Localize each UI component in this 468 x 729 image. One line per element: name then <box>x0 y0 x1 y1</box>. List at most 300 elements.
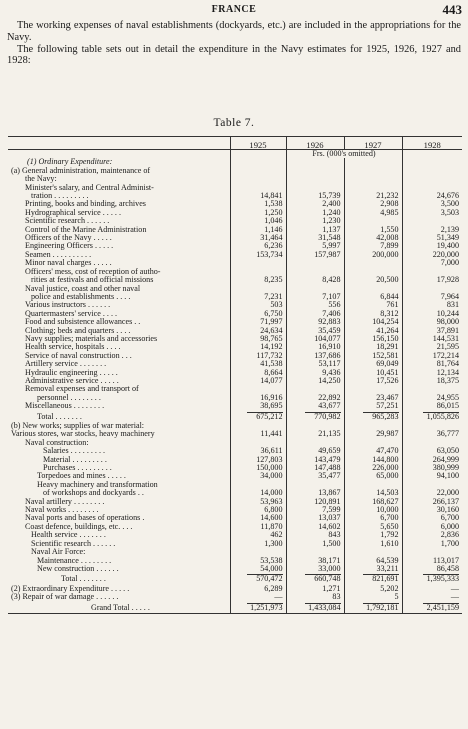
value-cell-1927 <box>344 175 402 183</box>
row-label: Clothing; beds and quarters . . . . <box>25 326 131 335</box>
cell-value: 3,503 <box>440 208 459 217</box>
cell-value: 54,000 <box>260 564 283 573</box>
cell-value: 19,400 <box>436 242 459 251</box>
value-cell-1928 <box>402 377 462 385</box>
cell-value: 104,254 <box>372 318 399 327</box>
cell-value: 104,077 <box>314 334 341 343</box>
value-cell-1928 <box>402 175 462 183</box>
cell-value: 200,000 <box>372 250 399 259</box>
value-cell-1925 <box>230 456 286 464</box>
cell-value: 153,734 <box>256 250 283 259</box>
cell-value: 113,017 <box>432 556 459 565</box>
table-row <box>8 335 462 343</box>
value-cell-1926 <box>286 318 344 326</box>
cell-value: 2,451,159 <box>423 603 459 612</box>
table-row <box>8 343 462 351</box>
row-label: Seamen . . . . . . . . . . <box>25 250 92 259</box>
row-label: Naval artillery . . . . . . . . <box>25 497 105 506</box>
table-row <box>8 422 462 430</box>
value-cell-1927 <box>344 514 402 522</box>
cell-value: 1,230 <box>322 217 341 226</box>
cell-value: 152,581 <box>372 351 399 360</box>
value-cell-1926 <box>286 585 344 593</box>
value-cell-1927 <box>344 456 402 464</box>
cell-value: 29,987 <box>376 430 399 439</box>
row-label: Quartermasters' service . . . . <box>25 309 118 318</box>
value-cell-1928 <box>402 200 462 208</box>
table-row <box>8 506 462 514</box>
cell-value: 14,841 <box>260 192 283 201</box>
expenditure-table <box>8 136 462 614</box>
value-cell-1925 <box>230 506 286 514</box>
row-label: Scientific research . . . . . . <box>25 217 110 226</box>
cell-value: 5,650 <box>380 522 399 531</box>
value-cell-1926 <box>286 377 344 385</box>
cell-value: 770,982 <box>305 412 341 421</box>
cell-value: 98,000 <box>436 318 459 327</box>
cell-value: 570,472 <box>247 574 283 583</box>
cell-value: 226,000 <box>372 464 399 473</box>
value-cell-1926 <box>286 481 344 489</box>
value-cell-1926 <box>286 385 344 393</box>
value-cell-1925 <box>230 481 286 489</box>
value-cell-1928 <box>402 285 462 293</box>
value-cell-1926 <box>286 192 344 200</box>
cell-value: 31,548 <box>318 234 341 243</box>
value-cell-1928 <box>402 489 462 497</box>
cell-value: 147,488 <box>314 464 341 473</box>
cell-value: 86,015 <box>436 402 459 411</box>
value-cell-1925 <box>230 531 286 539</box>
value-cell-1928 <box>402 402 462 410</box>
cell-value: 33,000 <box>318 564 341 573</box>
cell-value: 35,477 <box>318 472 341 481</box>
value-cell-1926 <box>286 184 344 192</box>
row-label: Health service . . . . . . . <box>31 531 106 540</box>
table-row <box>8 565 462 573</box>
value-cell-1927 <box>344 489 402 497</box>
value-cell-1928 <box>402 548 462 556</box>
table-row <box>8 293 462 301</box>
value-cell-1926 <box>286 343 344 351</box>
row-label: Removal expenses and transport of <box>25 385 139 394</box>
row-label: rities at festivals and official missions <box>31 276 154 285</box>
row-label: Naval Air Force: <box>31 548 86 557</box>
row-label: (1) Ordinary Expenditure: <box>27 158 113 167</box>
cell-value: 220,000 <box>432 250 459 259</box>
cell-value: 6,844 <box>380 292 399 301</box>
table-title: Table 7. <box>213 117 255 129</box>
cell-value: 1,271 <box>322 584 341 593</box>
table-row <box>8 430 462 438</box>
value-cell-1927 <box>344 343 402 351</box>
value-cell-1928 <box>402 439 462 447</box>
year-header-blank <box>8 137 230 150</box>
row-label: Engineering Officers . . . . . <box>25 242 114 251</box>
value-cell-1926 <box>286 422 344 430</box>
cell-value: 380,999 <box>432 464 459 473</box>
row-label: Naval ports and bases of operations . <box>25 514 145 523</box>
cell-value: 21,595 <box>436 343 459 352</box>
cell-value: 1,251,973 <box>247 603 283 612</box>
table-row <box>8 352 462 360</box>
cell-value: 831 <box>446 301 459 310</box>
value-cell-1928 <box>402 259 462 267</box>
row-label: (a) General administration, maintenance of <box>11 166 151 175</box>
value-cell-1925 <box>230 540 286 548</box>
row-label: Navy supplies; materials and accessories <box>25 334 158 343</box>
cell-value: 1,700 <box>440 539 459 548</box>
value-cell-1927 <box>344 167 402 175</box>
cell-value: 14,077 <box>260 376 283 385</box>
value-cell-1926 <box>286 472 344 480</box>
cell-value: 2,908 <box>380 200 399 209</box>
cell-value: 18,291 <box>376 343 399 352</box>
value-cell-1927 <box>344 548 402 556</box>
cell-value: 1,433,084 <box>305 603 341 612</box>
row-label: tration . . . . . . . . . <box>31 192 89 201</box>
cell-value: 6,289 <box>264 584 283 593</box>
cell-value: 33,211 <box>376 564 399 573</box>
value-cell-1926 <box>286 242 344 250</box>
cell-value: 6,700 <box>440 514 459 523</box>
cell-value: — <box>274 593 283 602</box>
cell-value: 8,664 <box>264 368 283 377</box>
cell-value: 8,235 <box>264 276 283 285</box>
table-row <box>8 234 462 242</box>
value-cell-1925 <box>230 402 286 410</box>
row-label: Torpedoes and mines . . . . . <box>37 472 126 481</box>
table-row <box>8 585 462 593</box>
table-row <box>8 498 462 506</box>
row-label: Purchases . . . . . . . . . <box>43 464 112 473</box>
value-cell-1927 <box>344 430 402 438</box>
table-row <box>8 489 462 497</box>
table-row <box>8 276 462 284</box>
row-label: Total . . . . . . . <box>61 574 106 584</box>
value-cell-1927 <box>344 411 402 422</box>
table-total-row <box>8 602 462 614</box>
row-label: Administrative service . . . . . <box>25 376 119 385</box>
cell-value: 675,212 <box>247 412 283 421</box>
value-cell-1927 <box>344 285 402 293</box>
value-cell-1926 <box>286 175 344 183</box>
value-cell-1925 <box>230 318 286 326</box>
cell-value: 94,100 <box>436 472 459 481</box>
cell-value: 6,800 <box>264 506 283 515</box>
value-cell-1926 <box>286 394 344 402</box>
cell-value: 6,750 <box>264 309 283 318</box>
cell-value: 23,467 <box>376 393 399 402</box>
cell-value: 71,997 <box>260 318 283 327</box>
value-cell-1928 <box>402 217 462 225</box>
value-cell-1926 <box>286 285 344 293</box>
row-label: Officers' mess, cost of reception of autho- <box>25 267 161 276</box>
table-row <box>8 377 462 385</box>
cell-value: 15,739 <box>318 192 341 201</box>
row-label: of workshops and dockyards . . <box>43 489 144 498</box>
value-cell-1925 <box>230 301 286 309</box>
cell-value: 4,985 <box>380 208 399 217</box>
value-cell-1928 <box>402 593 462 601</box>
value-cell-1928 <box>402 557 462 565</box>
value-cell-1928 <box>402 506 462 514</box>
table-row <box>8 369 462 377</box>
cell-value: 266,137 <box>432 497 459 506</box>
running-head-country: FRANCE <box>211 4 257 15</box>
expenditure-table-body <box>8 137 462 614</box>
row-label: Service of naval construction . . . <box>25 351 132 360</box>
value-cell-1925 <box>230 226 286 234</box>
cell-value: 1,055,826 <box>423 412 459 421</box>
cell-value: 83 <box>332 593 341 602</box>
value-cell-1925 <box>230 234 286 242</box>
cell-value: 30,160 <box>436 506 459 515</box>
table-row <box>8 259 462 267</box>
value-cell-1927 <box>344 217 402 225</box>
row-label: Hydrographical service . . . . . <box>25 208 121 217</box>
value-cell-1927 <box>344 301 402 309</box>
cell-value: 761 <box>386 301 399 310</box>
intro-paragraph-1: The working expenses of naval establishments (dockyards, etc.) are included in the appropriations for the Navy. <box>7 20 461 43</box>
value-cell-1927 <box>344 192 402 200</box>
value-cell-1927 <box>344 472 402 480</box>
year-1927: 1927 <box>344 137 402 150</box>
table-row <box>8 481 462 489</box>
cell-value: 11,441 <box>260 430 283 439</box>
value-cell-1926 <box>286 335 344 343</box>
cell-value: 51,349 <box>436 234 459 243</box>
value-cell-1928 <box>402 472 462 480</box>
value-cell-1928 <box>402 540 462 548</box>
value-cell-1926 <box>286 293 344 301</box>
cell-value: 2,836 <box>440 531 459 540</box>
cell-value: 17,928 <box>436 276 459 285</box>
row-label: Coast defence, buildings, etc. . . . <box>25 522 133 531</box>
value-cell-1928 <box>402 184 462 192</box>
cell-value: 144,800 <box>372 455 399 464</box>
value-cell-1925 <box>230 327 286 335</box>
value-cell-1928 <box>402 514 462 522</box>
cell-value: 65,000 <box>376 472 399 481</box>
value-cell-1927 <box>344 158 402 166</box>
value-cell-1927 <box>344 464 402 472</box>
cell-value: 81,764 <box>436 360 459 369</box>
value-cell-1925 <box>230 209 286 217</box>
value-cell-1925 <box>230 293 286 301</box>
cell-value: 1,538 <box>264 200 283 209</box>
cell-value: — <box>450 593 459 602</box>
value-cell-1925 <box>230 573 286 584</box>
value-cell-1926 <box>286 557 344 565</box>
row-label: Officers of the Navy . . . . . <box>25 234 112 243</box>
value-cell-1927 <box>344 422 402 430</box>
cell-value: 462 <box>270 531 283 540</box>
table-row <box>8 310 462 318</box>
value-cell-1925 <box>230 585 286 593</box>
row-label: Various instructors . . . . . . <box>25 301 111 310</box>
row-label: Naval construction: <box>25 438 89 447</box>
value-cell-1928 <box>402 301 462 309</box>
row-label: Hydraulic engineering . . . . . <box>25 368 118 377</box>
value-cell-1927 <box>344 293 402 301</box>
value-cell-1927 <box>344 439 402 447</box>
row-label: Minor naval charges . . . . . <box>25 259 112 268</box>
cell-value: 34,000 <box>260 472 283 481</box>
cell-value: 24,676 <box>436 192 459 201</box>
table-row <box>8 394 462 402</box>
value-cell-1927 <box>344 385 402 393</box>
value-cell-1927 <box>344 531 402 539</box>
cell-value: 57,251 <box>376 402 399 411</box>
value-cell-1927 <box>344 276 402 284</box>
value-cell-1925 <box>230 464 286 472</box>
value-cell-1926 <box>286 352 344 360</box>
cell-value: 965,283 <box>363 412 399 421</box>
table-row <box>8 209 462 217</box>
row-label: Minister's salary, and Central Administ- <box>25 183 154 192</box>
cell-value: 14,250 <box>318 376 341 385</box>
cell-value: 69,049 <box>376 360 399 369</box>
row-label: Grand Total . . . . . <box>8 602 230 614</box>
value-cell-1925 <box>230 268 286 276</box>
row-label: Food and subsistence allowances . . <box>25 318 141 327</box>
table-row <box>8 217 462 225</box>
cell-value: 14,602 <box>318 522 341 531</box>
value-cell-1928 <box>402 192 462 200</box>
value-cell-1925 <box>230 377 286 385</box>
value-cell-1928 <box>402 430 462 438</box>
table-row <box>8 167 462 175</box>
value-cell-1926 <box>286 226 344 234</box>
table-row <box>8 285 462 293</box>
cell-value: 7,599 <box>322 506 341 515</box>
value-cell-1926 <box>286 402 344 410</box>
value-cell-1926 <box>286 251 344 259</box>
cell-value: 1,500 <box>322 539 341 548</box>
value-cell-1927 <box>344 573 402 584</box>
value-cell-1925 <box>230 192 286 200</box>
cell-value: 5,997 <box>322 242 341 251</box>
cell-value: 86,458 <box>436 564 459 573</box>
value-cell-1928 <box>402 242 462 250</box>
value-cell-1926 <box>286 234 344 242</box>
value-cell-1926 <box>286 602 344 614</box>
value-cell-1927 <box>344 310 402 318</box>
value-cell-1927 <box>344 402 402 410</box>
cell-value: — <box>450 584 459 593</box>
cell-value: 2,400 <box>322 200 341 209</box>
cell-value: 8,428 <box>322 276 341 285</box>
value-cell-1927 <box>344 335 402 343</box>
value-cell-1926 <box>286 200 344 208</box>
value-cell-1926 <box>286 498 344 506</box>
cell-value: 150,000 <box>256 464 283 473</box>
table-row <box>8 557 462 565</box>
value-cell-1927 <box>344 369 402 377</box>
value-cell-1926 <box>286 411 344 422</box>
row-label: Salaries . . . . . . . . . <box>43 447 106 456</box>
value-cell-1928 <box>402 573 462 584</box>
cell-value: 1,395,333 <box>423 574 459 583</box>
cell-value: 21,135 <box>318 430 341 439</box>
cell-value: 1,300 <box>264 539 283 548</box>
cell-value: 36,777 <box>436 430 459 439</box>
cell-value: 64,539 <box>376 556 399 565</box>
value-cell-1925 <box>230 548 286 556</box>
value-cell-1925 <box>230 489 286 497</box>
value-cell-1927 <box>344 360 402 368</box>
value-cell-1928 <box>402 226 462 234</box>
value-cell-1926 <box>286 301 344 309</box>
value-cell-1926 <box>286 540 344 548</box>
value-cell-1925 <box>230 602 286 614</box>
value-cell-1926 <box>286 439 344 447</box>
value-cell-1926 <box>286 514 344 522</box>
value-cell-1925 <box>230 411 286 422</box>
value-cell-1927 <box>344 481 402 489</box>
cell-value: 1,792 <box>380 531 399 540</box>
table-row <box>8 242 462 250</box>
cell-value: 92,883 <box>318 318 341 327</box>
table-row <box>8 464 462 472</box>
row-label: personnel . . . . . . . . <box>37 393 101 402</box>
row-label: New construction . . . . . . <box>37 564 119 573</box>
row-label: Scientific research . . . . . . <box>31 539 116 548</box>
value-cell-1925 <box>230 335 286 343</box>
cell-value: 35,459 <box>318 326 341 335</box>
value-cell-1925 <box>230 184 286 192</box>
table-row <box>8 447 462 455</box>
value-cell-1928 <box>402 360 462 368</box>
value-cell-1926 <box>286 447 344 455</box>
table-row <box>8 268 462 276</box>
cell-value: 660,748 <box>305 574 341 583</box>
value-cell-1926 <box>286 217 344 225</box>
cell-value: 1,550 <box>380 225 399 234</box>
cell-value: 2,139 <box>440 225 459 234</box>
value-cell-1928 <box>402 585 462 593</box>
value-cell-1925 <box>230 523 286 531</box>
value-cell-1925 <box>230 565 286 573</box>
cell-value: 1,137 <box>322 225 341 234</box>
value-cell-1928 <box>402 251 462 259</box>
table-row <box>8 523 462 531</box>
value-cell-1927 <box>344 318 402 326</box>
row-label: (3) Repair of war damage . . . . . . <box>11 593 119 602</box>
value-cell-1925 <box>230 439 286 447</box>
value-cell-1925 <box>230 422 286 430</box>
cell-value: 6,700 <box>380 514 399 523</box>
year-1928: 1928 <box>402 137 462 150</box>
value-cell-1928 <box>402 158 462 166</box>
cell-value: 843 <box>328 531 341 540</box>
cell-value: 41,538 <box>260 360 283 369</box>
row-label: Maintenance . . . . . . . . <box>37 556 112 565</box>
value-cell-1927 <box>344 259 402 267</box>
value-cell-1925 <box>230 369 286 377</box>
cell-value: 13,867 <box>318 489 341 498</box>
row-label: Various stores, war stocks, heavy machinery <box>11 430 155 439</box>
row-label: (b) New works; supplies of war material: <box>11 422 145 430</box>
table-row <box>8 158 462 166</box>
unit-row <box>8 150 462 159</box>
table-row <box>8 439 462 447</box>
value-cell-1925 <box>230 343 286 351</box>
value-cell-1926 <box>286 573 344 584</box>
value-cell-1926 <box>286 565 344 573</box>
value-cell-1925 <box>230 593 286 601</box>
